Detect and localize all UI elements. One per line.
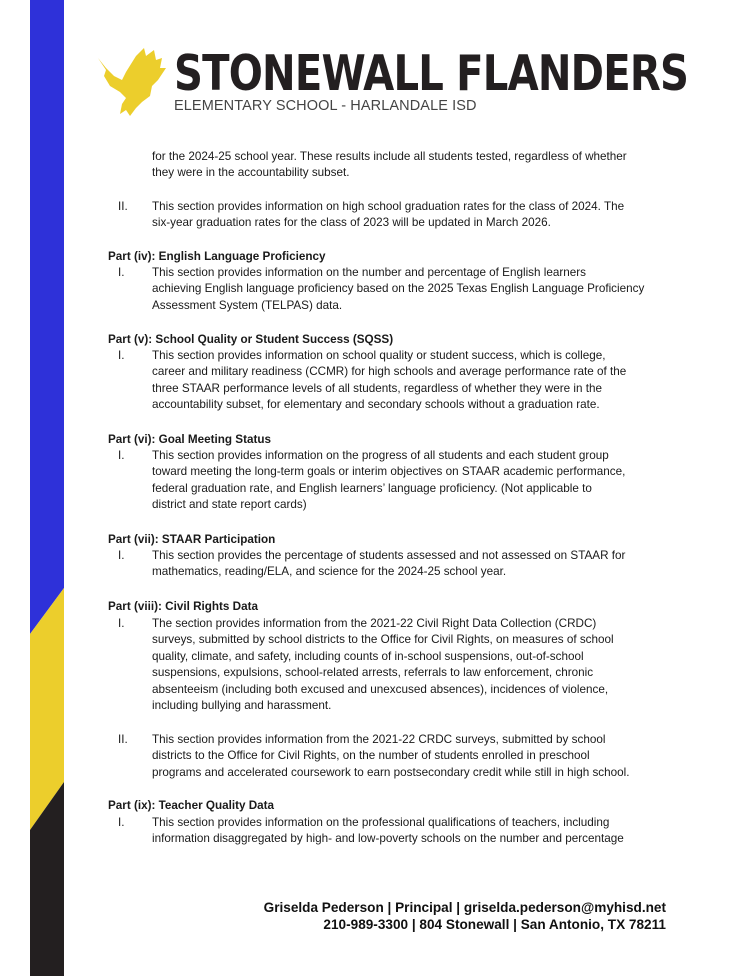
section-paragraph: [152, 616, 614, 714]
list-numeral: II.: [118, 733, 128, 746]
paragraph-line: career and military readiness (CCMR) for high schools and average performance rate of the: [152, 365, 627, 379]
section-paragraph: [152, 348, 626, 414]
paragraph-line: This section provides information on the number and percentage of English learners: [152, 266, 586, 279]
section-paragraph: [152, 448, 625, 514]
paragraph-line: absenteeism (including both excused and unexcused absences), incidences of violence,: [152, 682, 609, 696]
list-numeral: I.: [118, 549, 125, 562]
paragraph-line: districts to the Office for Civil Rights, on the number of students enrolled in preschool: [152, 749, 590, 763]
section-heading: Part (ix): Teacher Quality Data: [108, 799, 275, 812]
section-paragraph: [152, 149, 627, 182]
paragraph-line: This section provides information on the progress of all students and each student group: [152, 449, 609, 462]
paragraph-line: for the 2024-25 school year. These results include all students tested, regardless of whether: [152, 150, 627, 163]
section-paragraph: [152, 732, 629, 781]
eagle-logo-icon: [96, 46, 168, 118]
footer-contact-line: Griselda Pederson | Principal | griselda.pederson@myhisd.net: [263, 900, 666, 915]
paragraph-line: three STAAR performance levels of all students, regardless of whether they were in the: [152, 381, 602, 395]
footer-address-line: 210-989-3300 | 804 Stonewall | San Antonio, TX 78211: [323, 917, 666, 932]
paragraph-line: including bullying and harassment.: [152, 699, 332, 713]
paragraph-line: toward meeting the long-term goals or interim objectives on STAAR academic performance,: [152, 465, 626, 479]
paragraph-line: mathematics, reading/ELA, and science for the 2024-25 school year.: [152, 565, 507, 579]
list-numeral: II.: [118, 200, 128, 213]
school-subtitle: ELEMENTARY SCHOOL - HARLANDALE ISD: [174, 98, 477, 114]
paragraph-line: Assessment System (TELPAS) data.: [152, 298, 343, 312]
list-numeral: I.: [118, 449, 125, 462]
paragraph-line: federal graduation rate, and English learners’ language proficiency. (Not applicable to: [152, 481, 592, 495]
section-heading: Part (v): School Quality or Student Success (SQSS): [108, 333, 394, 346]
paragraph-line: achieving English language proficiency based on the 2025 Texas English Language Proficiency: [152, 282, 645, 296]
list-numeral: I.: [118, 816, 125, 829]
paragraph-line: information disaggregated by high- and low-poverty schools on the number and percentage: [152, 832, 624, 846]
section-paragraph: [152, 265, 644, 314]
section-heading: Part (viii): Civil Rights Data: [108, 600, 259, 613]
paragraph-line: they were in the accountability subset.: [152, 166, 350, 180]
school-name: STONEWALL FLANDERS: [174, 45, 689, 102]
paragraph-line: This section provides information on school quality or student success, which is college,: [152, 349, 606, 362]
paragraph-line: programs and accelerated coursework to earn postsecondary credit while still in high school.: [152, 765, 630, 779]
paragraph-line: suspensions, expulsions, school-related arrests, referrals to law enforcement, chronic: [152, 666, 594, 680]
paragraph-line: This section provides information on the professional qualifications of teachers, including: [152, 816, 610, 829]
paragraph-line: This section provides information on high school graduation rates for the class of 2024. The: [152, 200, 625, 213]
section-heading: Part (iv): English Language Proficiency: [108, 250, 326, 263]
paragraph-line: This section provides information from the 2021-22 CRDC surveys, submitted by school: [152, 733, 606, 746]
decorative-side-stripe: [30, 0, 64, 976]
list-numeral: I.: [118, 266, 125, 279]
list-numeral: I.: [118, 349, 125, 362]
paragraph-line: surveys, submitted by school districts to the Office for Civil Rights, on measures of school: [152, 633, 614, 647]
paragraph-line: district and state report cards): [152, 498, 307, 512]
section-heading: Part (vi): Goal Meeting Status: [108, 433, 271, 446]
paragraph-line: quality, climate, and safety, including counts of in-school suspensions, out-of-school: [152, 649, 584, 663]
paragraph-line: This section provides the percentage of students assessed and not assessed on STAAR for: [152, 549, 626, 562]
paragraph-line: The section provides information from the 2021-22 Civil Right Data Collection (CRDC): [152, 617, 597, 630]
section-paragraph: [152, 199, 624, 232]
section-paragraph: [152, 815, 624, 848]
section-paragraph: [152, 548, 625, 581]
list-numeral: I.: [118, 617, 125, 630]
paragraph-line: accountability subset, for elementary and secondary schools without a graduation rate.: [152, 398, 600, 412]
section-heading: Part (vii): STAAR Participation: [108, 533, 276, 546]
paragraph-line: six-year graduation rates for the class of 2023 will be updated in March 2026.: [152, 216, 551, 230]
